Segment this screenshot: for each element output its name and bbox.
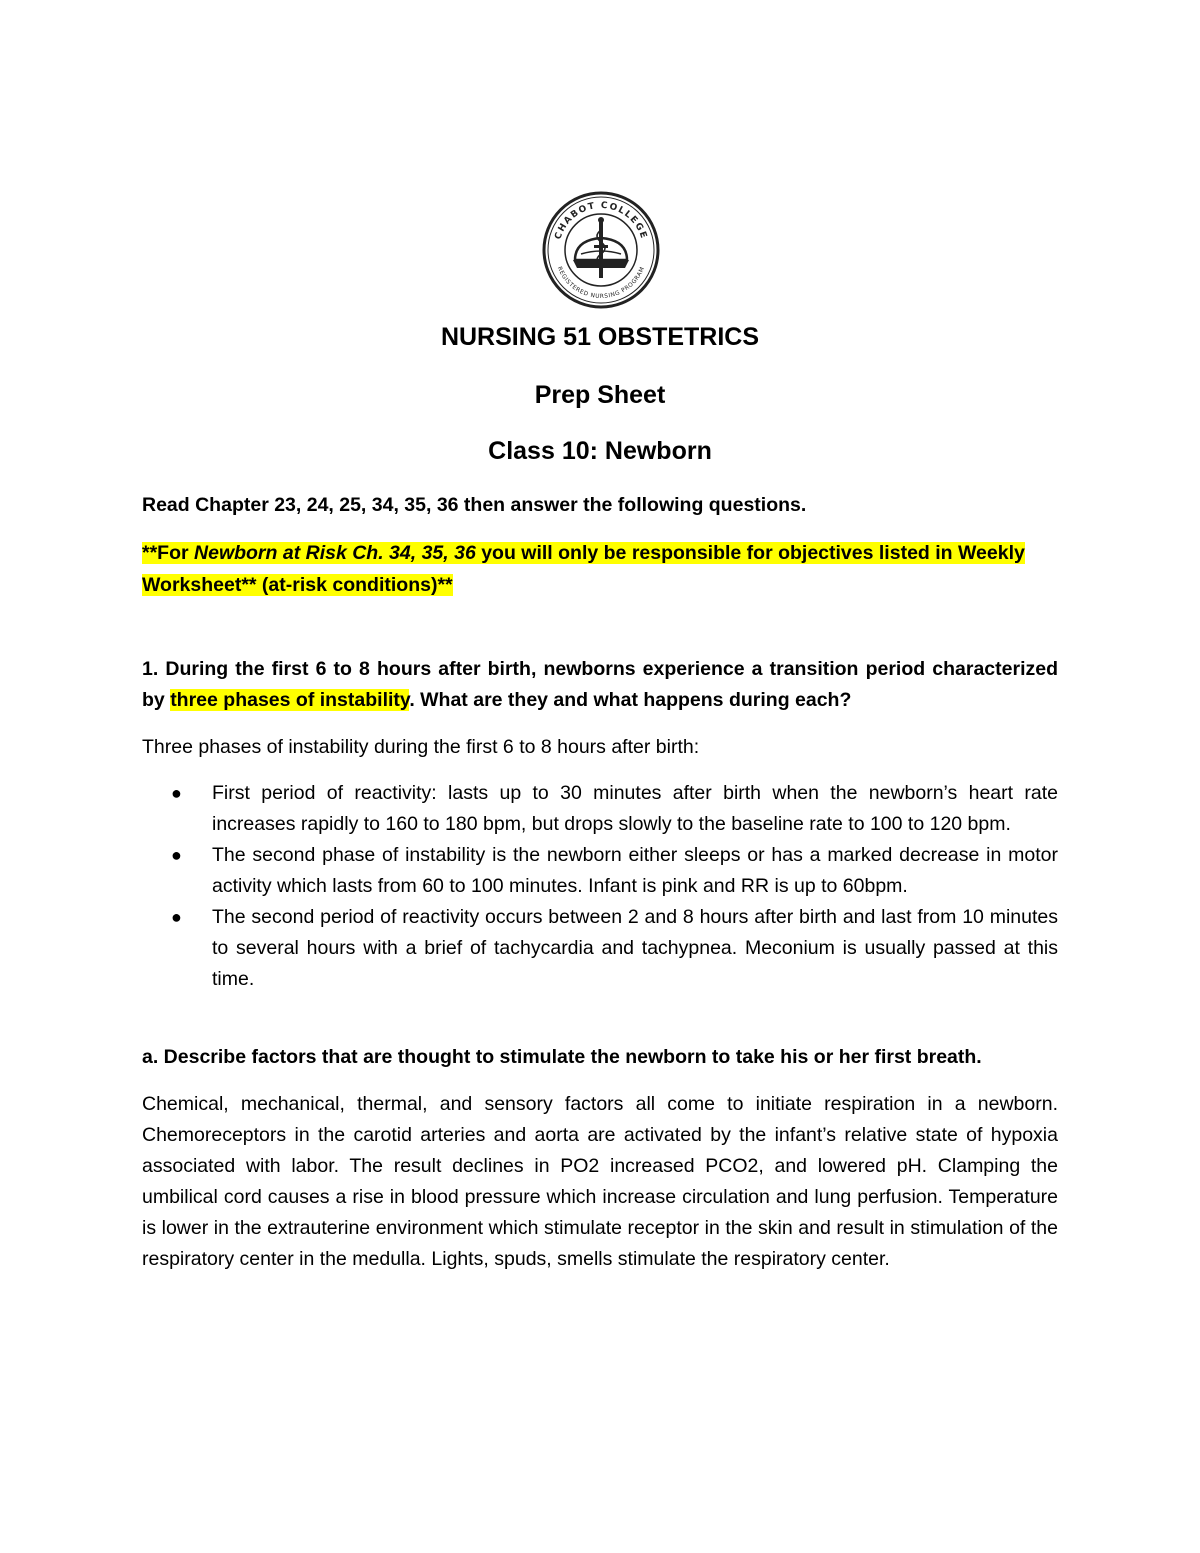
note-chapters: Newborn at Risk Ch. 34, 35, 36 [194, 542, 476, 564]
nursing-program-seal-icon [541, 190, 661, 310]
note-suffix: you will only be responsible for objectives listed in Weekly Worksheet** (at-risk conditions)** [142, 542, 1025, 596]
list-item-text: The second period of reactivity occurs between 2 and 8 hours after birth and last from 10 minutes to several hours with a brief of tachycardia and tachypnea. Meconium is usually passed at this time. [212, 906, 1058, 990]
bullet-icon: ● [171, 783, 182, 803]
question-1-text-before: 1. During the first 6 to 8 hours after birth, newborns experience a transition period characterized by [142, 658, 1058, 711]
responsibility-note [142, 537, 1058, 601]
question-1-highlight: three phases of instability [170, 689, 410, 711]
list-item-text: First period of reactivity: lasts up to 30 minutes after birth when the newborn’s heart rate increases rapidly to 160 to 180 bpm, but drops slowly to the baseline rate to 100 to 120 bpm. [212, 782, 1058, 835]
list-item-text: The second phase of instability is the newborn either sleeps or has a marked decrease in motor activity which lasts from 60 to 100 minutes. Infant is pink and RR is up to 60bpm. [212, 844, 1058, 897]
reading-instructions: Read Chapter 23, 24, 25, 34, 35, 36 then answer the following questions. [142, 494, 807, 516]
answer-1a: Chemical, mechanical, thermal, and sensory factors all come to initiate respiration in a newborn. Chemoreceptors in the carotid arteries and aorta are activated by the infant’s relative state of hypoxia associated with labor. The result declines in PO2 increased PCO2, and lowered pH. Clamping the umbilical cord causes a rise in blood pressure which increase circulation and lung perfusion. Temperature is lower in the extrauterine environment which stimulate receptor in the skin and result in stimulation of the respiratory center in the medulla. Lights, spuds, smells stimulate the respiratory center. [142, 1093, 1058, 1270]
document-subtitle: Prep Sheet [534, 381, 666, 409]
svg-text:REGISTERED NURSING PROGRAM: REGISTERED NURSING PROGRAM [555, 265, 647, 301]
phase-list [142, 778, 1058, 995]
document-title: NURSING 51 OBSTETRICS [440, 323, 760, 351]
class-name: Class 10: Newborn [488, 437, 712, 465]
list-item [142, 840, 1058, 902]
list-item [142, 778, 1058, 840]
svg-text:CHABOT COLLEGE: CHABOT COLLEGE [553, 200, 649, 241]
question-1a: a. Describe factors that are thought to stimulate the newborn to take his or her first breath. [142, 1046, 982, 1068]
question-1-text-after: . What are they and what happens during each? [409, 689, 852, 711]
bullet-icon: ● [171, 845, 182, 865]
bullet-icon: ● [171, 907, 182, 927]
question-1 [142, 654, 1058, 716]
note-prefix: **For [142, 542, 195, 564]
list-item [142, 902, 1058, 995]
answer-1-intro: Three phases of instability during the first 6 to 8 hours after birth: [142, 736, 700, 758]
